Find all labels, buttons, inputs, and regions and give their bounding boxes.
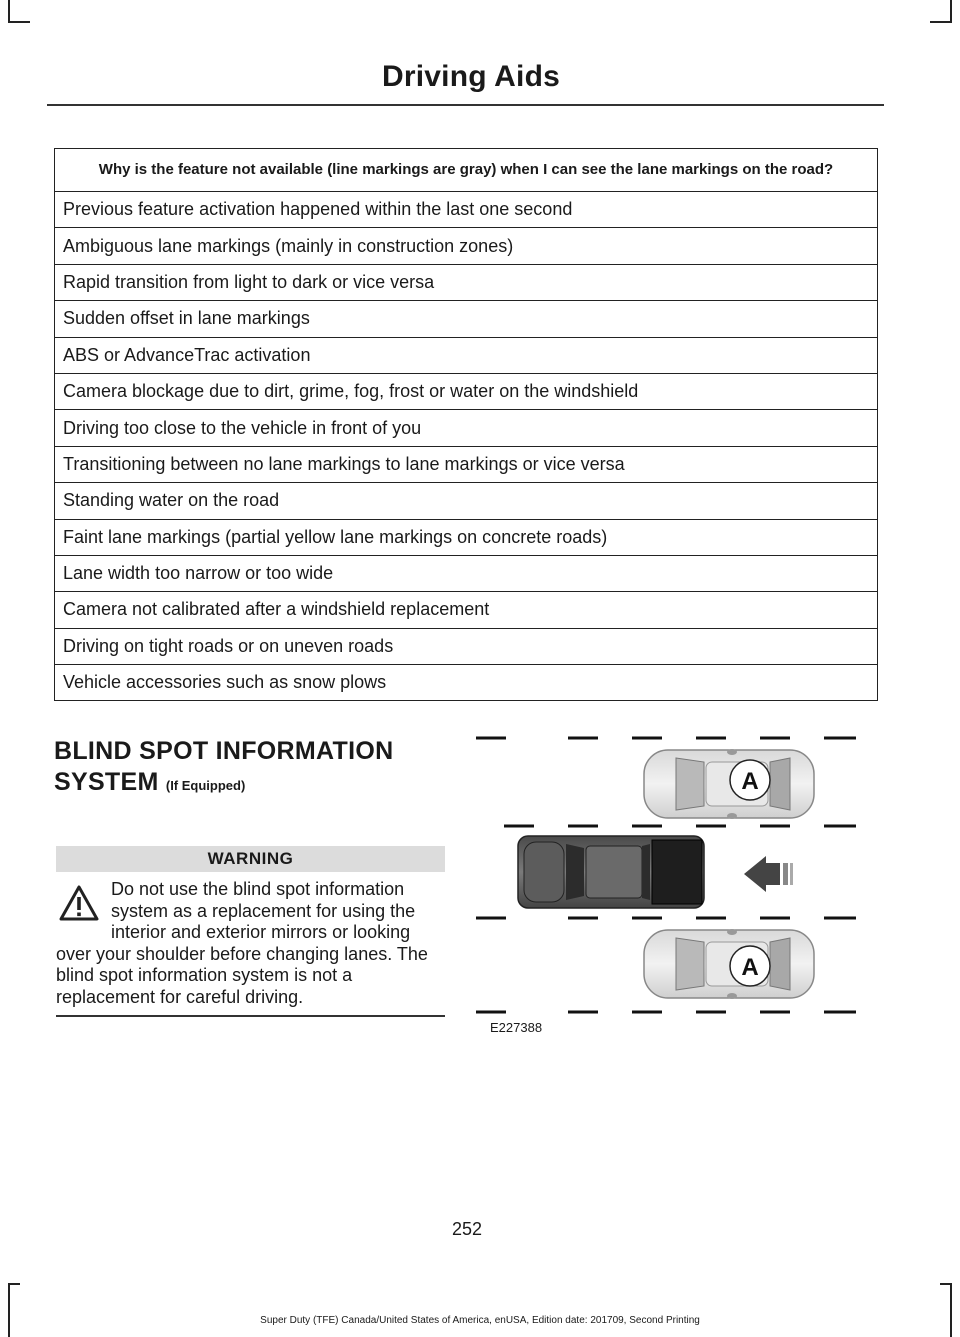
crop-mark [8, 1283, 10, 1337]
crop-mark [940, 1283, 952, 1285]
table-row [55, 192, 878, 228]
table-row [55, 592, 878, 628]
table-cell: Driving on tight roads or on uneven roads [55, 628, 878, 664]
crop-mark [950, 0, 952, 22]
table-cell: Driving too close to the vehicle in front of you [55, 410, 878, 446]
table-row [55, 228, 878, 264]
table-cell: Rapid transition from light to dark or vice versa [55, 264, 878, 300]
table-cell: Ambiguous lane markings (mainly in construction zones) [55, 228, 878, 264]
warning-text-block [56, 879, 448, 1008]
page-title: Driving Aids [382, 60, 560, 93]
figure-id: E227388 [490, 1020, 543, 1035]
equipment-qualifier: (If Equipped) [165, 778, 246, 793]
table-cell: Faint lane markings (partial yellow lane markings on concrete roads) [55, 519, 878, 555]
table-header-row [55, 149, 878, 192]
crop-mark [8, 21, 30, 23]
crop-mark [8, 1283, 20, 1285]
car-top-icon [644, 749, 814, 819]
warning-label: WARNING [56, 846, 445, 872]
table-row [55, 519, 878, 555]
table-row [55, 628, 878, 664]
table-cell: Vehicle accessories such as snow plows [55, 665, 878, 701]
callout-a-top-label: A [741, 768, 759, 795]
table-row [55, 665, 878, 701]
table-row [55, 337, 878, 373]
warning-text: Do not use the blind spot information system as a replacement for using the interior and exterior mirrors or looking over your shoulder before changing lanes. The blind spot information system is not a replacement for careful driving. [56, 879, 428, 1007]
table-header: Why is the feature not available (line markings are gray) when I can see the lane markings on the road? [55, 149, 878, 192]
table-cell: Lane width too narrow or too wide [55, 555, 878, 591]
table-cell: Camera not calibrated after a windshield replacement [55, 592, 878, 628]
table-cell: Previous feature activation happened within the last one second [55, 192, 878, 228]
page-number: 252 [451, 1219, 483, 1239]
section-heading-line1: BLIND SPOT INFORMATION [54, 737, 394, 765]
header-divider [47, 104, 884, 106]
lane-markings-table [54, 148, 878, 701]
table-row [55, 555, 878, 591]
car-bottom-icon [644, 929, 814, 999]
table-row [55, 373, 878, 409]
crop-mark [8, 0, 10, 22]
section-heading-system: SYSTEM [54, 768, 159, 796]
table-cell: Camera blockage due to dirt, grime, fog, frost or water on the windshield [55, 373, 878, 409]
table-row [55, 483, 878, 519]
warning-divider [56, 1015, 445, 1017]
pickup-truck-icon [518, 836, 704, 908]
table-cell: Transitioning between no lane markings to lane markings or vice versa [55, 446, 878, 482]
blind-spot-diagram [474, 728, 864, 1020]
table-row [55, 264, 878, 300]
crop-mark [930, 21, 952, 23]
table-row [55, 410, 878, 446]
table-cell: Sudden offset in lane markings [55, 301, 878, 337]
table-cell: ABS or AdvanceTrac activation [55, 337, 878, 373]
table-row [55, 446, 878, 482]
crop-mark [950, 1283, 952, 1337]
section-heading-line2 [54, 767, 454, 801]
section-heading [54, 736, 454, 801]
table-cell: Standing water on the road [55, 483, 878, 519]
approach-arrow-icon [744, 856, 793, 892]
callout-a-bottom-label: A [741, 954, 759, 981]
footer-edition-text: Super Duty (TFE) Canada/United States of America, enUSA, Edition date: 201709, Second Printing [260, 1315, 700, 1326]
table-row [55, 301, 878, 337]
